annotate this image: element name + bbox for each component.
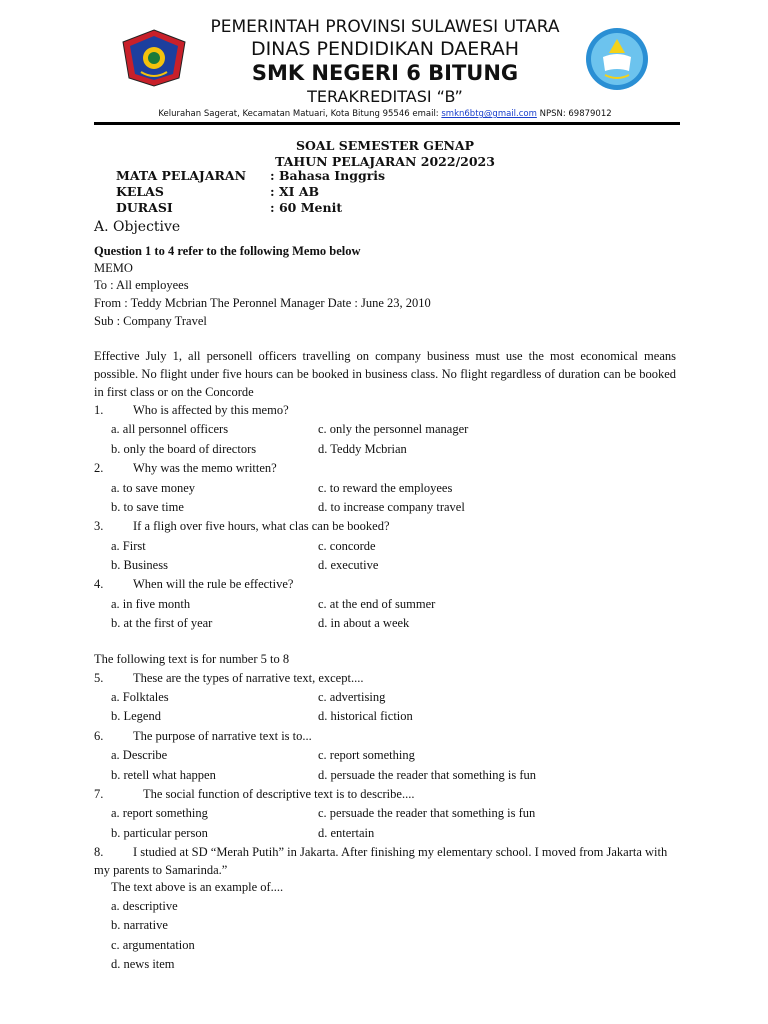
question-number: 2. bbox=[94, 461, 104, 475]
memo-heading: MEMO bbox=[94, 261, 133, 275]
option-c[interactable]: c. concorde bbox=[318, 539, 376, 553]
subject-label: MATA PELAJARAN bbox=[116, 168, 247, 183]
memo-sub: Sub : Company Travel bbox=[94, 314, 207, 328]
memo-body: Effective July 1, all personell officers travelling on company business must use the most economical means possible. No flight under five hours can be booked in business class. No flight regardless of duration can be booked in first class or on the Concorde bbox=[94, 349, 676, 399]
header-department: DINAS PENDIDIKAN DAERAH bbox=[250, 38, 520, 60]
option-b[interactable]: b. retell what happen bbox=[111, 768, 216, 782]
npsn-text: NPSN: 69879012 bbox=[536, 109, 612, 119]
header-government: PEMERINTAH PROVINSI SULAWESI UTARA bbox=[210, 17, 560, 37]
option-b[interactable]: b. particular person bbox=[111, 826, 208, 840]
question-number: 1. bbox=[94, 403, 104, 417]
option-b[interactable]: b. narrative bbox=[111, 918, 168, 932]
question-number: 5. bbox=[94, 671, 104, 685]
option-d[interactable]: d. in about a week bbox=[318, 616, 410, 630]
option-b[interactable]: b. only the board of directors bbox=[111, 442, 257, 456]
memo-from: From : Teddy Mcbrian The Peronnel Manager Date : June 23, 2010 bbox=[94, 296, 431, 310]
option-a[interactable]: a. Folktales bbox=[111, 690, 169, 704]
question-text: The purpose of narrative text is to... bbox=[133, 729, 312, 743]
duration-value: : 60 Menit bbox=[270, 200, 343, 215]
email-link[interactable]: smkn6btg@gmail.com bbox=[441, 109, 537, 119]
question-number: 6. bbox=[94, 729, 104, 743]
question-text: If a fligh over five hours, what clas can be booked? bbox=[133, 519, 390, 533]
section-heading: A. Objective bbox=[94, 219, 181, 235]
option-d[interactable]: d. executive bbox=[318, 558, 379, 572]
passage-intro: The following text is for number 5 to 8 bbox=[94, 652, 290, 666]
header-school-name: SMK NEGERI 6 BITUNG bbox=[251, 61, 519, 85]
memo-instruction: Question 1 to 4 refer to the following Memo below bbox=[94, 244, 361, 258]
question-prompt: The text above is an example of.... bbox=[111, 880, 284, 894]
option-c[interactable]: c. at the end of summer bbox=[318, 597, 436, 611]
option-c[interactable]: c. to reward the employees bbox=[318, 481, 453, 495]
question-text: I studied at SD “Merah Putih” in Jakarta. After finishing my elementary school. I moved from Jakarta with my parents to Samarinda.” bbox=[94, 845, 668, 877]
option-a[interactable]: a. descriptive bbox=[111, 899, 178, 913]
address-text: Kelurahan Sagerat, Kecamatan Matuari, Kota Bitung 95546 email: bbox=[158, 109, 442, 119]
question-text: These are the types of narrative text, except.... bbox=[133, 671, 364, 685]
subject-value: : Bahasa Inggris bbox=[270, 168, 386, 183]
option-d[interactable]: d. news item bbox=[111, 957, 175, 971]
option-c[interactable]: c. report something bbox=[318, 748, 415, 762]
option-a[interactable]: a. all personnel officers bbox=[111, 422, 229, 436]
option-d[interactable]: d. historical fiction bbox=[318, 709, 413, 723]
option-b[interactable]: b. to save time bbox=[111, 500, 184, 514]
header-accreditation: TERAKREDITASI “B” bbox=[307, 87, 463, 106]
option-a[interactable]: a. First bbox=[111, 539, 146, 553]
option-d[interactable]: d. to increase company travel bbox=[318, 500, 465, 514]
question-number: 3. bbox=[94, 519, 104, 533]
option-c[interactable]: c. advertising bbox=[318, 690, 386, 704]
question-number: 4. bbox=[94, 577, 104, 591]
option-a[interactable]: a. Describe bbox=[111, 748, 168, 762]
option-d[interactable]: d. persuade the reader that something is fun bbox=[318, 768, 536, 782]
option-d[interactable]: d. entertain bbox=[318, 826, 375, 840]
option-c[interactable]: c. only the personnel manager bbox=[318, 422, 469, 436]
option-b[interactable]: b. Business bbox=[111, 558, 168, 572]
question-text: The social function of descriptive text is to describe.... bbox=[143, 787, 415, 801]
header-address bbox=[140, 109, 630, 119]
option-d[interactable]: d. Teddy Mcbrian bbox=[318, 442, 407, 456]
exam-title: SOAL SEMESTER GENAP bbox=[296, 138, 474, 153]
option-b[interactable]: b. Legend bbox=[111, 709, 161, 723]
option-b[interactable]: b. at the first of year bbox=[111, 616, 213, 630]
duration-label: DURASI bbox=[116, 200, 173, 215]
question-text: Why was the memo written? bbox=[133, 461, 277, 475]
question-number: 7. bbox=[94, 787, 104, 801]
question-number: 8. bbox=[94, 845, 104, 859]
question-text: Who is affected by this memo? bbox=[133, 403, 289, 417]
option-a[interactable]: a. in five month bbox=[111, 597, 191, 611]
option-c[interactable]: c. argumentation bbox=[111, 938, 195, 952]
option-a[interactable]: a. report something bbox=[111, 806, 208, 820]
header-divider bbox=[94, 122, 680, 125]
class-value: : XI AB bbox=[270, 184, 320, 199]
option-c[interactable]: c. persuade the reader that something is fun bbox=[318, 806, 536, 820]
option-a[interactable]: a. to save money bbox=[111, 481, 196, 495]
exam-year: TAHUN PELAJARAN 2022/2023 bbox=[275, 154, 495, 169]
memo-to: To : All employees bbox=[94, 278, 189, 292]
question-text: When will the rule be effective? bbox=[133, 577, 294, 591]
class-label: KELAS bbox=[116, 184, 164, 199]
